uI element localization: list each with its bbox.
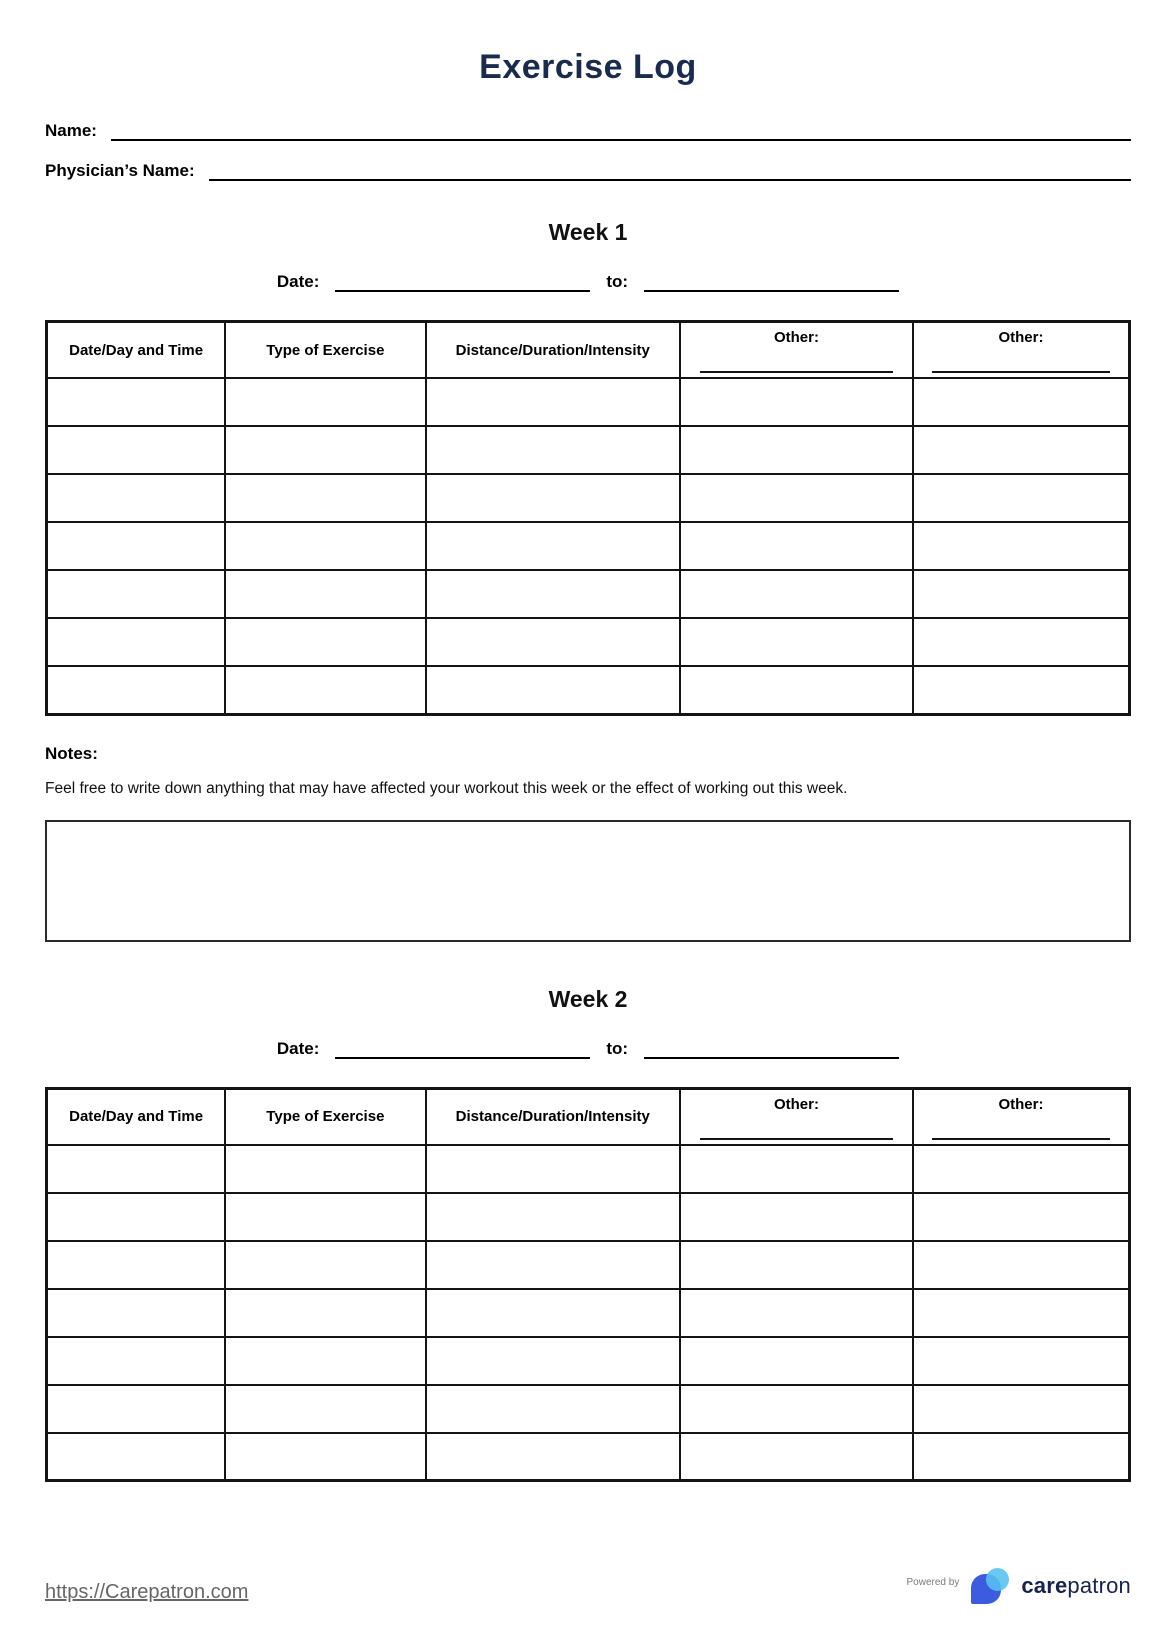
table-row (47, 426, 1130, 474)
physician-name-input-line[interactable] (209, 161, 1131, 181)
name-field-row (45, 121, 1131, 141)
week-2-section (45, 942, 1131, 1483)
table-cell[interactable] (913, 1337, 1130, 1385)
exercise-log-table-week-2 (45, 1087, 1131, 1483)
table-cell[interactable] (913, 570, 1130, 618)
to-label: to: (606, 272, 629, 291)
table-row (47, 666, 1130, 714)
table-cell[interactable] (47, 1337, 226, 1385)
table-cell[interactable] (225, 1385, 425, 1433)
table-cell[interactable] (680, 1241, 913, 1289)
table-cell[interactable] (680, 570, 913, 618)
table-cell[interactable] (225, 378, 425, 426)
table-cell[interactable] (47, 1289, 226, 1337)
brand-wordmark-care: care (1021, 1573, 1068, 1598)
table-cell[interactable] (680, 1337, 913, 1385)
week-1-section (45, 181, 1131, 942)
table-cell[interactable] (913, 1193, 1130, 1241)
brand-wordmark (1021, 1573, 1131, 1599)
other-label: Other: (773, 329, 819, 346)
table-cell[interactable] (47, 1193, 226, 1241)
notes-label: Notes: (45, 743, 98, 763)
table-cell[interactable] (680, 618, 913, 666)
table-header-row (47, 1088, 1130, 1145)
header-distance-duration-intensity: Distance/Duration/Intensity (426, 322, 681, 379)
other-label: Other: (998, 329, 1044, 346)
table-cell[interactable] (680, 1289, 913, 1337)
table-cell[interactable] (426, 1433, 681, 1481)
table-cell[interactable] (913, 666, 1130, 714)
table-row (47, 570, 1130, 618)
table-cell[interactable] (426, 426, 681, 474)
table-header-row (47, 322, 1130, 379)
other-input-line[interactable] (700, 1130, 893, 1140)
header-other-2 (913, 1088, 1130, 1145)
table-cell[interactable] (47, 1385, 226, 1433)
to-label: to: (606, 1038, 629, 1058)
date-label: Date: (276, 272, 320, 291)
date-to-input-line[interactable] (644, 272, 899, 292)
table-cell[interactable] (47, 522, 226, 570)
table-cell[interactable] (47, 666, 226, 714)
table-cell[interactable] (225, 1289, 425, 1337)
physician-name-label: Physician’s Name: (45, 161, 195, 180)
table-row (47, 1337, 1130, 1385)
table-cell[interactable] (680, 474, 913, 522)
table-row (47, 1385, 1130, 1433)
header-date-day-time: Date/Day and Time (47, 322, 226, 379)
page-footer (45, 1568, 1131, 1630)
table-cell[interactable] (426, 474, 681, 522)
table-cell[interactable] (225, 618, 425, 666)
table-cell[interactable] (225, 1145, 425, 1193)
table-cell[interactable] (426, 1289, 681, 1337)
notes-description: Feel free to write down anything that may have affected your workout this week or the effect of working out this week. (45, 779, 848, 797)
table-cell[interactable] (225, 1433, 425, 1481)
powered-by-label: Powered by (906, 1576, 960, 1588)
table-cell[interactable] (225, 426, 425, 474)
header-other-1 (680, 322, 913, 379)
table-row (47, 378, 1130, 426)
table-cell[interactable] (680, 1193, 913, 1241)
table-cell[interactable] (47, 570, 226, 618)
table-cell[interactable] (913, 1145, 1130, 1193)
table-cell[interactable] (680, 1433, 913, 1481)
table-cell[interactable] (680, 378, 913, 426)
carepatron-link[interactable]: https://Carepatron.com (45, 1581, 249, 1603)
week-2-date-row (45, 1039, 1131, 1059)
brand-wordmark-patron: patron (1067, 1573, 1131, 1598)
table-row (47, 522, 1130, 570)
table-row (47, 1193, 1130, 1241)
table-cell[interactable] (47, 1241, 226, 1289)
notes-input-box[interactable] (45, 820, 1131, 942)
table-cell[interactable] (426, 1145, 681, 1193)
table-cell[interactable] (47, 618, 226, 666)
physician-field-row (45, 161, 1131, 181)
carepatron-logo-icon (971, 1568, 1011, 1604)
other-input-line[interactable] (700, 363, 893, 373)
table-cell[interactable] (680, 1385, 913, 1433)
table-cell[interactable] (426, 618, 681, 666)
header-type-of-exercise: Type of Exercise (225, 1088, 425, 1145)
table-cell[interactable] (426, 1337, 681, 1385)
table-cell[interactable] (913, 618, 1130, 666)
table-cell[interactable] (47, 1433, 226, 1481)
other-input-line[interactable] (932, 1130, 1110, 1140)
table-cell[interactable] (426, 1193, 681, 1241)
table-cell[interactable] (913, 1241, 1130, 1289)
table-cell[interactable] (225, 1193, 425, 1241)
table-cell[interactable] (47, 378, 226, 426)
table-row (47, 1241, 1130, 1289)
table-cell[interactable] (680, 426, 913, 474)
date-to-input-line[interactable] (644, 1039, 899, 1059)
date-from-input-line[interactable] (335, 1039, 590, 1059)
table-cell[interactable] (680, 522, 913, 570)
table-cell[interactable] (426, 522, 681, 570)
table-cell[interactable] (47, 426, 226, 474)
table-cell[interactable] (680, 1145, 913, 1193)
table-cell[interactable] (913, 1433, 1130, 1481)
table-cell[interactable] (426, 666, 681, 714)
table-row (47, 1289, 1130, 1337)
table-cell[interactable] (426, 570, 681, 618)
table-cell[interactable] (426, 1385, 681, 1433)
table-cell[interactable] (426, 1241, 681, 1289)
table-cell[interactable] (913, 1385, 1130, 1433)
week-1-date-row (45, 272, 1131, 292)
table-cell[interactable] (47, 474, 226, 522)
exercise-log-table-week-1 (45, 320, 1131, 716)
header-type-of-exercise: Type of Exercise (225, 322, 425, 379)
table-cell[interactable] (913, 474, 1130, 522)
table-cell[interactable] (225, 1337, 425, 1385)
table-cell[interactable] (225, 1241, 425, 1289)
header-other-2 (913, 322, 1130, 379)
other-input-line[interactable] (932, 363, 1110, 373)
table-cell[interactable] (47, 1145, 226, 1193)
table-cell[interactable] (913, 426, 1130, 474)
table-cell[interactable] (225, 666, 425, 714)
table-cell[interactable] (913, 522, 1130, 570)
other-label: Other: (998, 1095, 1044, 1113)
table-row (47, 474, 1130, 522)
table-cell[interactable] (225, 570, 425, 618)
week-1-title: Week 1 (548, 219, 628, 245)
table-cell[interactable] (426, 378, 681, 426)
name-label: Name: (45, 121, 97, 140)
date-label: Date: (276, 1038, 320, 1058)
logo-light-circle (986, 1568, 1009, 1591)
table-row (47, 1433, 1130, 1481)
table-cell[interactable] (913, 1289, 1130, 1337)
week-2-title: Week 2 (548, 985, 628, 1012)
header-other-1 (680, 1088, 913, 1145)
table-row (47, 618, 1130, 666)
carepatron-brand (907, 1568, 1131, 1604)
header-date-day-time: Date/Day and Time (47, 1088, 226, 1145)
table-cell[interactable] (225, 522, 425, 570)
name-input-line[interactable] (111, 121, 1131, 141)
table-row (47, 1145, 1130, 1193)
table-cell[interactable] (680, 666, 913, 714)
other-label: Other: (773, 1095, 819, 1113)
page-title: Exercise Log (479, 48, 697, 86)
table-cell[interactable] (913, 378, 1130, 426)
header-distance-duration-intensity: Distance/Duration/Intensity (426, 1088, 681, 1145)
table-cell[interactable] (225, 474, 425, 522)
date-from-input-line[interactable] (335, 272, 590, 292)
